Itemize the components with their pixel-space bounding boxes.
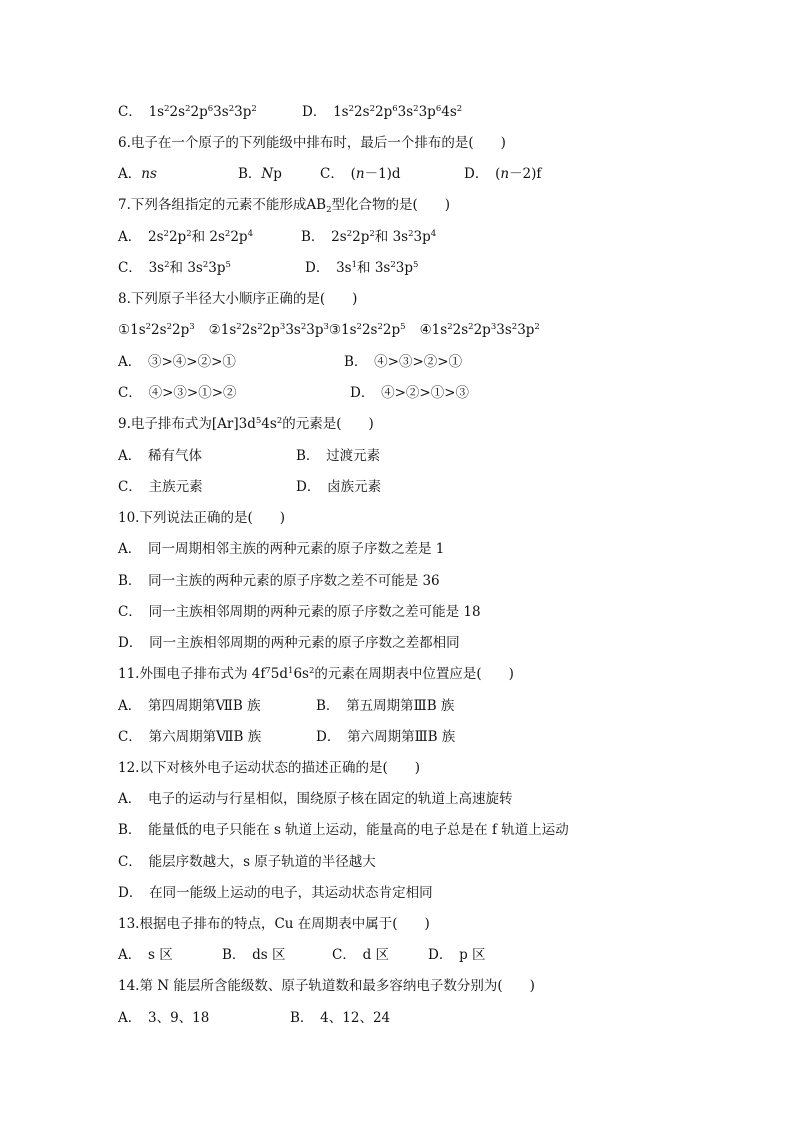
orbital: 4s [441,104,457,120]
question-7 [118,196,450,214]
orbital: 和 3s [374,229,409,245]
orbital: 和 3s [169,260,203,276]
question-8: 8.下列原子半径大小顺序正确的是( ) [118,291,358,307]
option-d [464,165,541,183]
orbital: 和 2s [191,229,225,245]
option-c: C． 同一主族相邻周期的两种元素的原子序数之差可能是 18 [118,604,481,620]
option-value: ( [350,166,356,182]
option-value: ns [141,166,157,182]
option-b: B． 能量低的电子只能在 s 轨道上运动，能量高的电子总是在 f 轨道上运动 [118,822,569,838]
superscript: 1 [288,666,294,676]
config-3: ③1s [328,322,357,338]
option-d [302,103,462,121]
orbital: 3p [306,322,324,338]
superscript: 2 [468,322,474,332]
orbital: 1s [148,104,165,120]
option-a [118,165,238,183]
superscript: 3 [490,322,497,332]
option-value: －2)f [509,166,542,182]
superscript: 4 [247,229,253,239]
superscript: 2 [369,229,375,239]
superscript: 2 [186,229,192,239]
orbital: 2p [262,322,280,338]
question-11-options-ab [118,697,454,715]
orbital: 2s [354,104,370,120]
superscript: 2 [145,322,152,332]
superscript: 2 [257,322,263,332]
question-8-options-ab [118,353,462,371]
option-a: A． 稀有气体 [118,448,202,464]
orbital: 2p [190,104,208,120]
option-label: A． [118,229,135,245]
superscript: 2 [346,229,353,239]
question-text: 11.外围电子排布式为 4f [118,666,266,682]
option-c: C． ④>③>①>② [118,385,237,401]
option-label: C． [118,260,136,276]
superscript: 2 [166,322,172,332]
question-7-options-cd [118,259,418,277]
option-a: A． s 区 [118,947,173,963]
option-label: C． [118,104,136,120]
option-value: p [273,166,282,182]
orbital: 6s [293,666,309,682]
option-b: B． 同一主族的两种元素的原子序数之差不可能是 36 [118,573,440,589]
option-label: D． [464,166,482,182]
superscript: 2 [163,229,169,239]
superscript: 2 [356,322,362,332]
option-label: B． [301,229,318,245]
orbital: 2p [230,229,248,245]
superscript: 2 [377,322,383,332]
superscript: 2 [511,322,518,332]
option-a: A． 同一周期相邻主族的两种元素的原子序数之差是 1 [118,541,445,557]
question-14-options [118,1009,390,1027]
superscript: 3 [323,322,329,332]
orbital: 3p [517,322,535,338]
superscript: 2 [456,104,463,114]
question-9-options-ab [118,447,380,465]
option-b: B． 4、12、24 [290,1010,391,1026]
orbital: 2p [172,322,190,338]
orbital: 2s [241,322,258,338]
orbital: 2p [352,229,370,245]
option-label: D． [305,260,323,276]
superscript: 2 [300,322,307,332]
question-7-options-ab [118,228,436,246]
option-c [320,165,464,183]
orbital: 2p [382,322,401,338]
superscript: 6 [392,104,398,114]
orbital: 2s [452,322,469,338]
option-value: n [355,166,365,182]
question-14: 14.第 N 能层所含能级数、原子轨道数和最多容纳电子数分别为( ) [118,978,535,994]
superscript: 2 [251,104,257,114]
superscript: 2 [534,322,540,332]
option-b: B． 过渡元素 [296,448,381,464]
orbital: 和 3s [357,260,391,276]
option-d: D． p 区 [428,947,486,963]
orbital: 2s [169,104,186,120]
orbital: 3p [208,260,226,276]
orbital: 3p [234,104,252,120]
config-4: ④1s [419,322,448,338]
superscript: 2 [224,229,231,239]
option-b: B． 第五周期第ⅢB 族 [316,698,455,714]
question-10: 10.下列说法正确的是( ) [118,510,286,526]
question-11 [118,665,514,683]
option-label: B． [238,166,262,182]
subscript: 2 [326,205,332,215]
orbital: 2s [151,322,167,338]
orbital: 3p [418,104,436,120]
superscript: 2 [202,260,209,270]
superscript: 6 [207,104,214,114]
superscript: 2 [236,322,242,332]
question-text: 9.电子排布式为[Ar]3d [118,416,256,432]
orbital: 2s [148,229,164,245]
option-c: C． d 区 [332,947,390,963]
question-12: 12.以下对核外电子运动状态的描述正确的是( ) [118,760,421,776]
superscript: 2 [164,260,170,270]
superscript: 2 [185,104,191,114]
option-d: D． 在同一能级上运动的电子，其运动状态肯定相同 [118,885,433,901]
option-a [118,228,301,246]
superscript: 2 [408,229,414,239]
superscript: 2 [164,104,170,114]
orbital: 3s [148,260,165,276]
option-c: C． 第六周期第ⅦB 族 [118,729,262,745]
orbital: 4s [261,416,277,432]
question-text: 型化合物的是( ) [331,197,451,213]
option-a: A． ③>④>②>① [118,354,236,370]
superscript: 1 [351,260,358,270]
orbital: 3p [413,229,431,245]
option-c [118,259,305,277]
superscript: 3 [279,322,286,332]
superscript: 6 [435,104,442,114]
question-5-options-cd [118,103,462,121]
option-label: C． [320,166,338,182]
superscript: 5 [225,260,231,270]
orbital: 5d [270,666,289,682]
option-d: D． 卤族元素 [296,479,382,495]
option-value: ( [495,166,501,182]
config-2: ②1s [208,322,237,338]
option-c: C． 主族元素 [118,479,203,495]
orbital: 3s [496,322,512,338]
superscript: 2 [390,260,396,270]
option-b [301,228,436,246]
superscript: 4 [430,229,437,239]
orbital: 2s [331,229,347,245]
superscript: 3 [189,322,195,332]
option-c [118,103,302,121]
orbital: 1s [333,104,349,120]
option-d [305,259,418,277]
option-label: D． [302,104,320,120]
superscript: 2 [308,666,315,676]
orbital: 3s [213,104,229,120]
orbital: 2s [361,322,378,338]
question-11-options-cd [118,728,455,746]
question-9-options-cd [118,478,381,496]
orbital: 2p [473,322,491,338]
superscript: 2 [369,104,375,114]
question-6-options [118,165,541,183]
question-13: 13.根据电子排布的特点，Cu 在周期表中属于( ) [118,916,430,932]
option-d: D． 同一主族相邻周期的两种元素的原子序数之差都相同 [118,635,460,651]
option-a: A． 电子的运动与行星相似，围绕原子核在固定的轨道上高速旋转 [118,791,513,807]
superscript: 5 [255,416,262,426]
superscript: 2 [228,104,235,114]
question-8-options-cd [118,384,469,402]
option-b: B． ④>③>②>① [344,354,463,370]
option-value: －1)d [364,166,401,182]
option-b [238,165,320,183]
superscript: 2 [413,104,419,114]
question-text: 的元素是( ) [282,416,374,432]
question-9 [118,415,374,433]
orbital: 3s [397,104,414,120]
option-c: C． 能层序数越大，s 原子轨道的半径越大 [118,854,376,870]
orbital: 3s [285,322,301,338]
config-1: ①1s [118,322,146,338]
orbital: 3p [395,260,413,276]
superscript: 2 [348,104,355,114]
question-text: 的元素在周期表中位置应是( ) [314,666,514,682]
orbital: 2p [168,229,187,245]
option-b: B． ds 区 [222,947,286,963]
question-text: 7.下列各组指定的元素不能形成AB [118,197,327,213]
question-13-options [118,946,486,964]
superscript: 5 [413,260,419,270]
superscript: 2 [276,416,283,426]
superscript: 5 [400,322,406,332]
orbital: 2p [374,104,393,120]
question-8-configurations [118,321,540,339]
option-value: n [500,166,510,182]
orbital: 3s [336,260,352,276]
superscript: 7 [265,666,271,676]
question-6: 6.电子在一个原子的下列能级中排布时，最后一个排布的是( ) [118,135,506,151]
option-d: D． 第六周期第ⅢB 族 [316,729,456,745]
option-a: A． 3、9、18 [118,1010,210,1026]
option-d: D． ④>②>①>③ [350,385,470,401]
option-label: A． [118,166,142,182]
option-value: N [261,166,274,182]
superscript: 2 [447,322,453,332]
option-a: A． 第四周期第ⅦB 族 [118,698,261,714]
